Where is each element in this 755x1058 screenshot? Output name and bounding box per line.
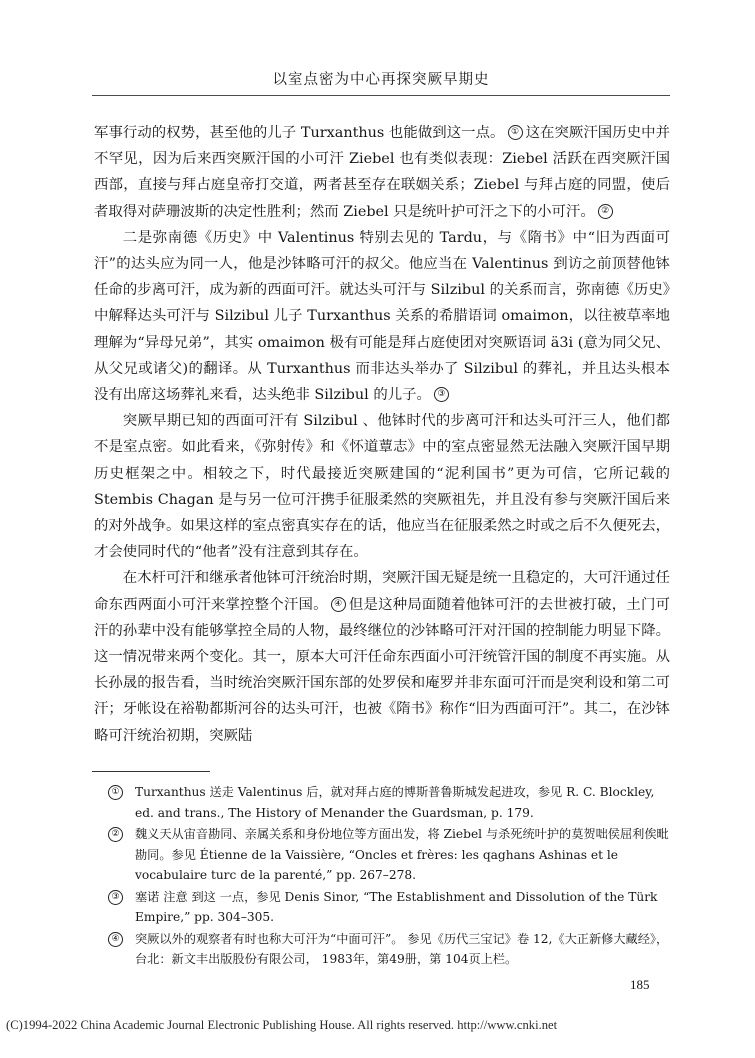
running-header: 以室点密为中心再探突厥早期史 (272, 72, 490, 88)
main-text (94, 120, 670, 749)
header-rule (92, 95, 670, 96)
footnote-text: Turxanthus 送走 Valentinus 后，就对拜占庭的博斯普鲁斯城发起进攻，参见 R. C. Blockley, ed. and trans., The History of Menander the Guardsman, p. 179. (135, 785, 655, 820)
footnote-number: ④ (108, 932, 123, 947)
paragraph-4 (94, 565, 670, 748)
paragraph-1-text-b: 这在突厥汗国历史中并不罕见，因为后来西突厥汗国的小可汗 Ziebel 也有类似表现：Ziebel 活跃在西突厥汗国西部，直接与拜占庭皇帝打交道，两者甚至存在联姻关系；Ziebel 与拜占庭的同盟，使后者取得对萨珊波斯的决定性胜利；然而 Ziebel 只是统叶护可汗之下的小可汗。 (94, 125, 670, 220)
footnotes (108, 782, 670, 971)
footnote-ref-4[interactable]: ④ (331, 597, 346, 612)
footnote-text: 魏义天从宙音勘同、亲属关系和身份地位等方面出发，将 Ziebel 与杀死统叶护的莫贺咄侯屈利俟毗勘同。参见 Étienne de la Vaissière, “Oncles et frères: les qaghans Ashinas et le vocabulaire turc de la parenté,” pp. 267–278. (135, 827, 669, 882)
footnote-ref-3[interactable]: ③ (434, 387, 449, 402)
footnote-text: 塞诺 注意 到这 一点，参见 Denis Sinor, “The Establishment and Dissolution of the Türk Empire,” pp. 304–305. (135, 889, 658, 924)
paragraph-1 (94, 120, 670, 225)
page-number: 185 (630, 977, 650, 992)
paragraph-4-text-a: 在木杆可汗和继承者他钵可汗统治时期，突厥汗国无疑是统一且稳定的，大可汗通过任命东西两面小可汗来掌控整个汗国。 (94, 570, 670, 613)
paragraph-4-text-b: 但是这种局面随着他钵可汗的去世被打破，土门可汗的孙辈中没有能够掌控全局的人物，最终继位的沙钵略可汗对汗国的控制能力明显下降。这一情况带来两个变化。其一，原本大可汗任命东西面小可汗统管汗国的制度不再实施。从长孙晟的报告看，当时统治突厥汗国东部的处罗侯和庵罗并非东面可汗而是突利设和第二可汗；牙帐设在裕勒都斯河谷的达头可汗，也被《隋书》称作“旧为西面可汗”。其二，在沙钵略可汗统治初期，突厥陆 (94, 596, 670, 744)
footnote-number: ② (108, 827, 123, 842)
paragraph-1-text-a: 军事行动的权势，甚至他的儿子 Turxanthus 也能做到这一点。 (94, 125, 505, 141)
footnote-text: 突厥以外的观察者有时也称大可汗为“中面可汗”。 参见《历代三宝记》卷 12,《大正新修大藏经》，台北：新文丰出版股份有限公司， 1983年，第49册，第 104页上栏。 (135, 931, 669, 966)
paragraph-2 (94, 225, 670, 408)
footnote-3 (108, 887, 670, 928)
paragraph-3: 突厥早期已知的西面可汗有 Silzibul 、他钵时代的步离可汗和达头可汗三人，他们都不是室点密。如此看来，《弥射传》和《怀道蕈志》中的室点密显然无法融入突厥汗国早期历史框架之中。相较之下，时代最接近突厥建国的“泥利国书”更为可信，它所记载的 Stembis Chagan 是与另一位可汗携手征服柔然的突厥祖先，并且没有参与突厥汗国后来的对外战争。如果这样的室点密真实存在的话，他应当在征服柔然之时或之后不久便死去，才会使同时代的“他者”没有注意到其存在。 (94, 413, 670, 561)
copyright-notice: (C)1994-2022 China Academic Journal Electronic Publishing House. All rights reserved. http://www.cnki.net (6, 1018, 558, 1032)
footnote-1 (108, 782, 670, 823)
footnote-ref-1[interactable]: ① (508, 125, 523, 140)
footnote-4 (108, 929, 670, 970)
paragraph-2-text: 二是弥南德《历史》中 Valentinus 特别去见的 Tardu，与《隋书》中“旧为西面可汗”的达头应为同一人，他是沙钵略可汗的叔父。他应当在 Valentinus 到访之前顶替他钵任命的步离可汗，成为新的西面可汗。就达头可汗与 Silzibul 的关系而言，弥南德《历史》中解释达头可汗与 Silzibul 儿子 Turxanthus 关系的希腊语词 omaimon，以往被草率地理解为“异母兄弟”，其实 omaimon 极有可能是拜占庭使团对突厥语词 ä3i (意为同父兄、从父兄或诸父)的翻译。从 Turxanthus 而非达头举办了 Silzibul 的葬礼，并且达头根本没有出席这场葬礼来看，达头绝非 Silzibul 的儿子。 (94, 229, 670, 404)
footnote-rule (92, 771, 210, 772)
footnote-2 (108, 824, 670, 886)
footnote-ref-2[interactable]: ② (598, 204, 613, 219)
footnote-number: ③ (108, 890, 123, 905)
footnote-number: ① (108, 785, 123, 800)
